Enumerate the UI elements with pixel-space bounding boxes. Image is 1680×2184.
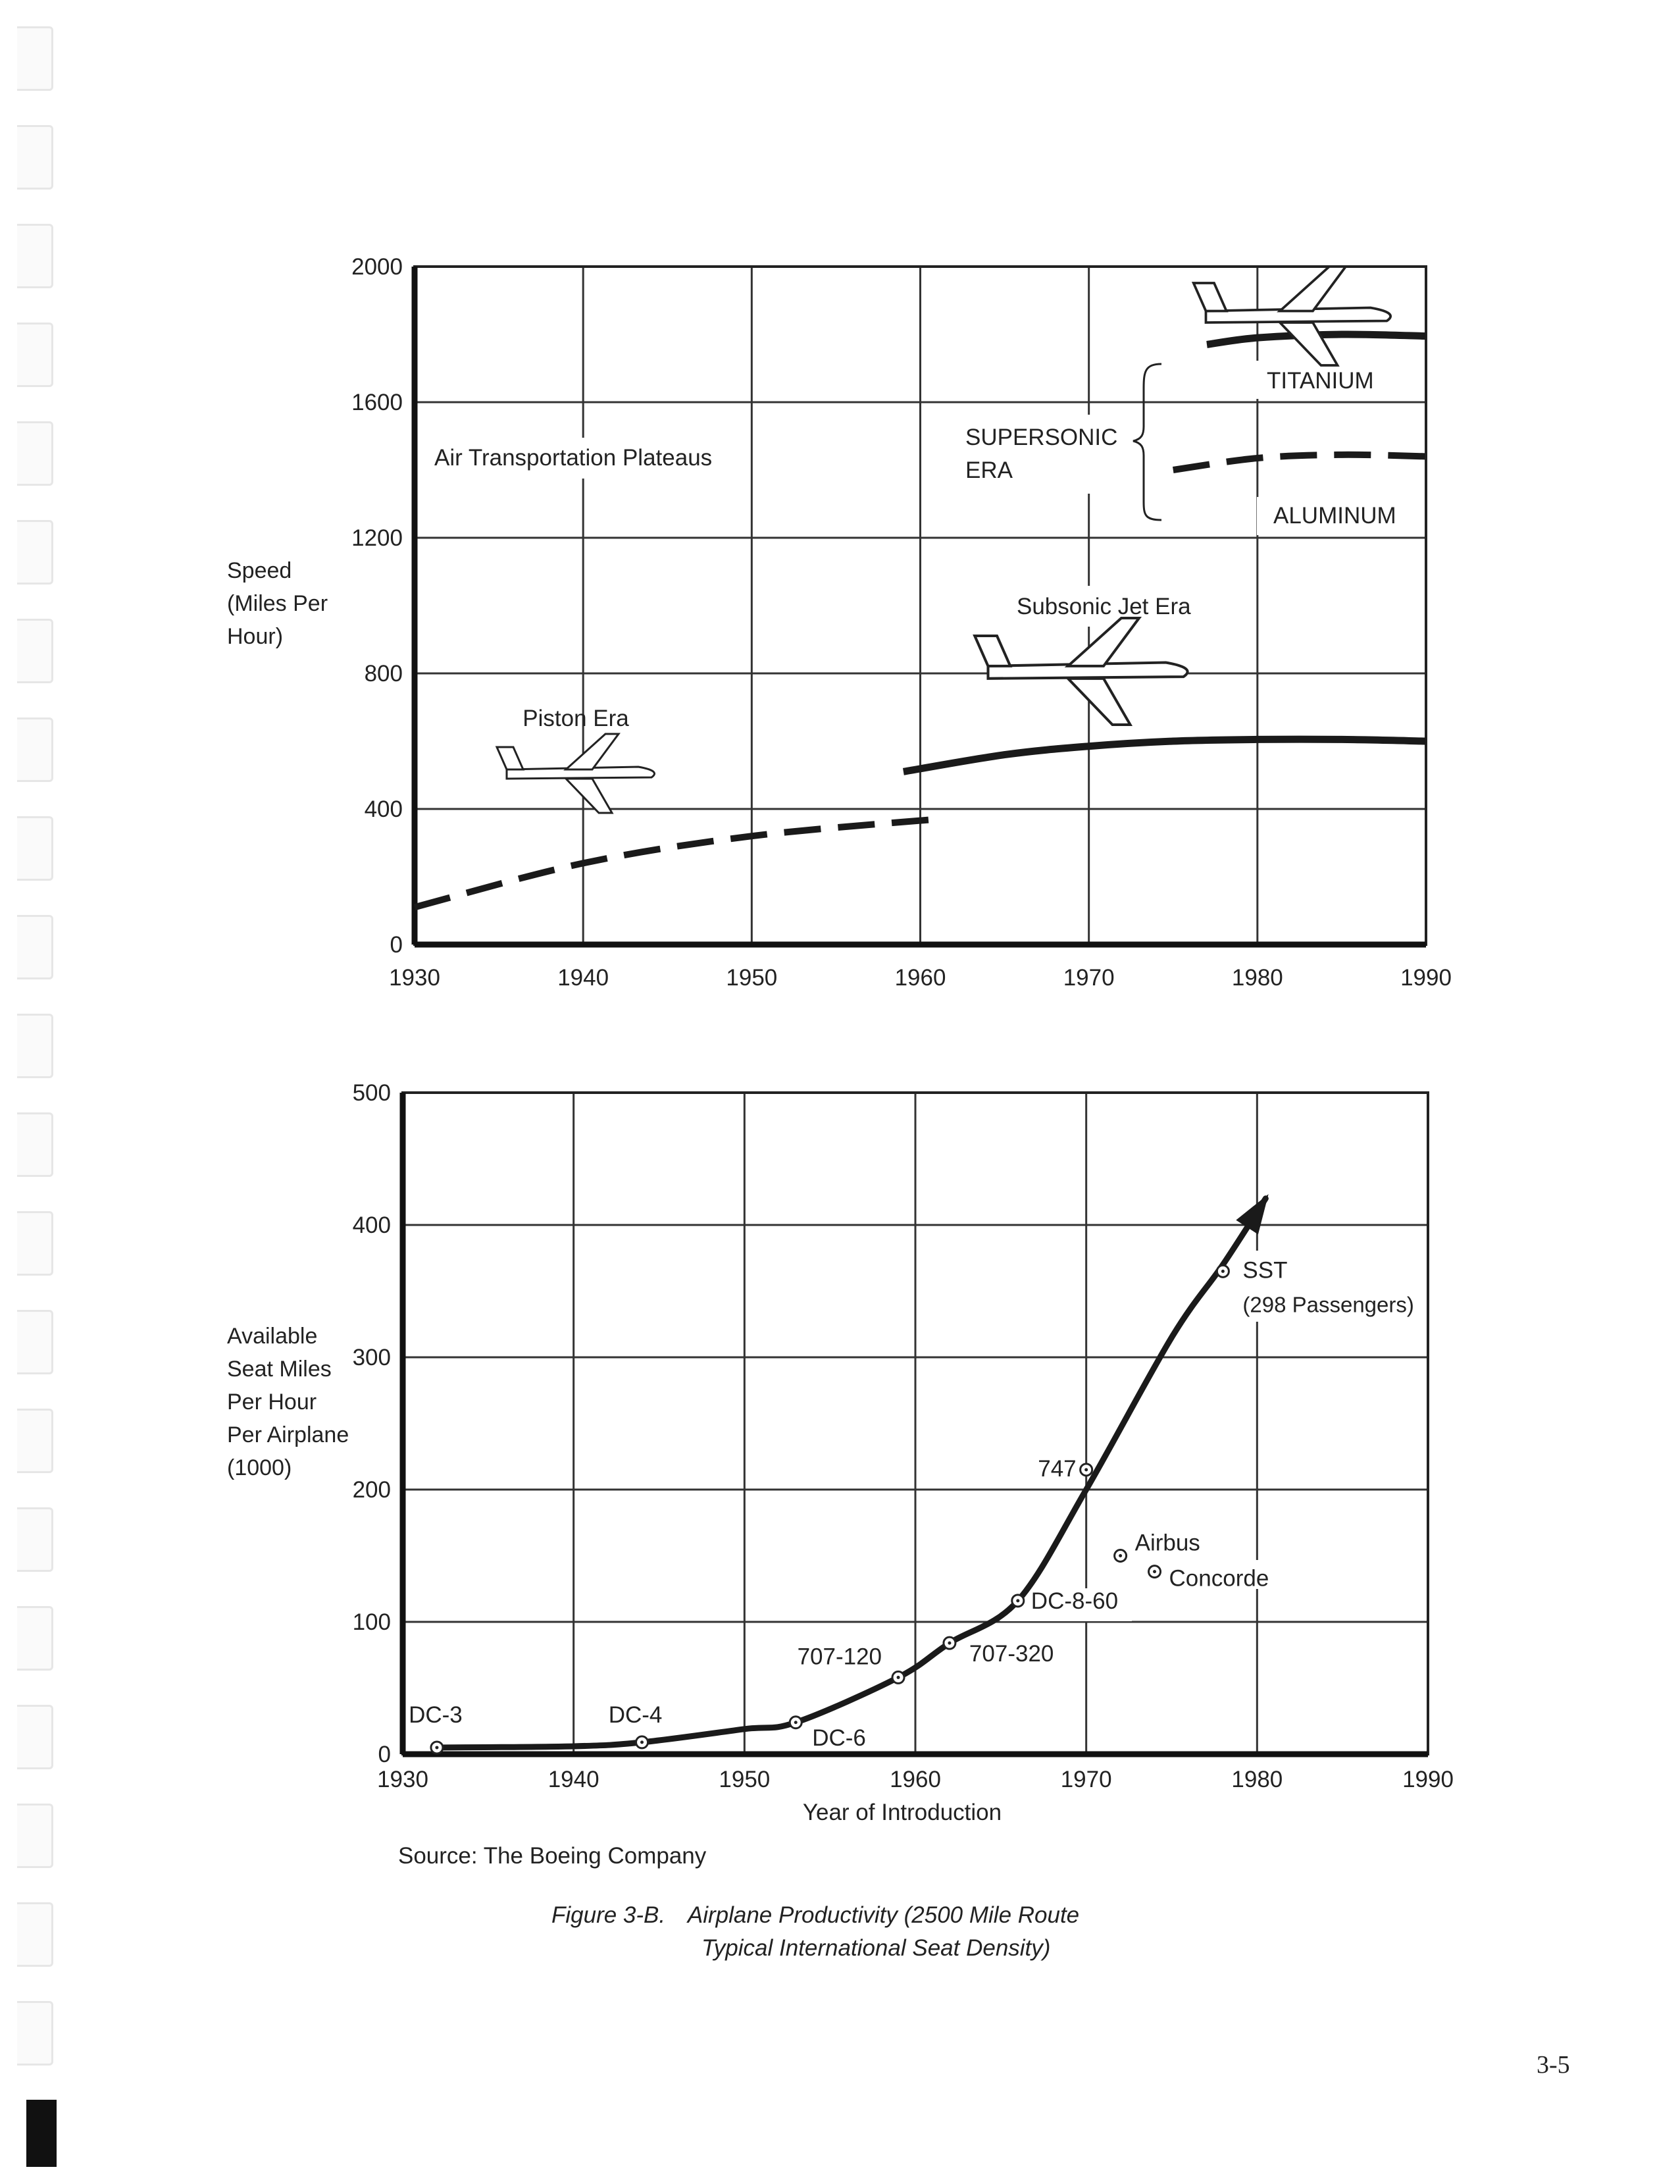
data-point-dot xyxy=(794,1721,798,1724)
y-tick-label: 2000 xyxy=(351,254,403,280)
plane-wing xyxy=(1280,323,1338,365)
supersonic-plane-icon xyxy=(1194,267,1390,365)
x-tick-label: 1980 xyxy=(1231,1767,1283,1792)
figure-caption xyxy=(551,1899,1079,1965)
data-point-label: 707-120 xyxy=(797,1644,882,1670)
x-tick-label: 1960 xyxy=(890,1767,941,1792)
x-tick-label: 1970 xyxy=(1063,965,1115,991)
speed-axis-label xyxy=(227,554,328,653)
x-tick-label: 1940 xyxy=(557,965,609,991)
speed-chart xyxy=(351,254,1452,991)
x-tick-label: 1990 xyxy=(1400,965,1452,991)
aluminum-label: ALUMINUM xyxy=(1273,503,1396,529)
plane-tail xyxy=(1194,283,1227,311)
page-number: 3-5 xyxy=(1537,2051,1570,2079)
supersonic-brace xyxy=(1133,364,1161,520)
data-point-dot xyxy=(640,1740,644,1744)
y-tick-label: 800 xyxy=(364,661,403,687)
data-point-dot xyxy=(897,1676,900,1679)
data-point-dot xyxy=(1016,1599,1019,1602)
data-point-dot xyxy=(948,1642,951,1645)
x-tick-label: 1990 xyxy=(1402,1767,1454,1792)
y-label-line: Per Hour xyxy=(227,1390,317,1415)
y-label-line: Available xyxy=(227,1324,318,1349)
y-label-line: Speed xyxy=(227,558,292,583)
x-tick-label: 1970 xyxy=(1060,1767,1112,1792)
seat-miles-axis-label xyxy=(227,1320,349,1484)
y-tick-label: 1600 xyxy=(351,390,403,415)
x-tick-label: 1950 xyxy=(719,1767,771,1792)
data-point-dot xyxy=(435,1746,438,1749)
data-point-label: DC-6 xyxy=(812,1725,866,1751)
y-tick-label: 300 xyxy=(352,1345,391,1370)
plane-tail xyxy=(975,636,1010,666)
y-tick-label: 400 xyxy=(352,1212,391,1238)
supersonic-label-2: ERA xyxy=(965,457,1013,483)
plateaus-label: Air Transportation Plateaus xyxy=(434,445,713,471)
source-note: Source: The Boeing Company xyxy=(398,1843,707,1869)
y-label-line: Per Airplane xyxy=(227,1422,349,1447)
speed-series-line-1 xyxy=(415,819,937,907)
plane-wing xyxy=(1068,679,1131,725)
piston-plane-icon xyxy=(497,734,655,813)
caption-line-1: Airplane Productivity (2500 Mile Route xyxy=(687,1902,1080,1928)
data-point-label: Concorde xyxy=(1169,1565,1269,1592)
productivity-chart xyxy=(353,1080,1454,1825)
data-point-label: 707-320 xyxy=(969,1641,1054,1667)
y-tick-label: 200 xyxy=(352,1477,391,1503)
speed-series-line-3 xyxy=(1173,455,1426,470)
data-point-dot xyxy=(1119,1554,1122,1557)
y-tick-label: 0 xyxy=(390,932,403,958)
x-tick-label: 1960 xyxy=(894,965,946,991)
y-tick-label: 500 xyxy=(352,1080,391,1106)
y-tick-label: 0 xyxy=(378,1742,391,1767)
data-point-label: DC-3 xyxy=(409,1702,463,1728)
plane-wing xyxy=(566,779,612,813)
sst-passengers-note: (298 Passengers) xyxy=(1242,1292,1414,1317)
plane-tail xyxy=(497,747,523,769)
plane-wing xyxy=(566,734,619,769)
caption-line-2: Typical International Seat Density) xyxy=(701,1935,1051,1961)
data-point-label: SST xyxy=(1242,1257,1288,1284)
y-label-line: Hour) xyxy=(227,624,284,649)
data-point-dot xyxy=(1084,1468,1088,1471)
x-tick-label: 1980 xyxy=(1231,965,1283,991)
y-tick-label: 100 xyxy=(352,1609,391,1635)
piston-era-label: Piston Era xyxy=(522,706,629,731)
subsonic-era-label: Subsonic Jet Era xyxy=(1017,594,1191,619)
x-tick-label: 1930 xyxy=(389,965,440,991)
data-point-label: DC-8-60 xyxy=(1031,1588,1119,1614)
x-tick-label: 1950 xyxy=(726,965,778,991)
x-axis-title: Year of Introduction xyxy=(802,1800,1002,1825)
y-label-line: (1000) xyxy=(227,1455,292,1480)
titanium-label: TITANIUM xyxy=(1267,368,1374,394)
y-label-line: Seat Miles xyxy=(227,1357,332,1382)
data-point-label: Airbus xyxy=(1134,1530,1200,1556)
y-label-line: (Miles Per xyxy=(227,591,328,616)
data-point-dot xyxy=(1221,1270,1225,1273)
y-tick-label: 400 xyxy=(364,796,403,822)
y-tick-label: 1200 xyxy=(351,525,403,551)
plane-wing xyxy=(1280,267,1346,311)
data-point-label: 747 xyxy=(1038,1455,1077,1482)
data-point-label: DC-4 xyxy=(608,1702,663,1728)
speed-series-line-2 xyxy=(904,739,1426,771)
trend-arrowhead xyxy=(1236,1194,1268,1234)
jet-plane-icon xyxy=(975,618,1187,725)
x-tick-label: 1940 xyxy=(547,1767,599,1792)
figure-label: Figure 3-B. xyxy=(551,1902,666,1928)
supersonic-label: SUPERSONIC xyxy=(965,425,1118,450)
data-point-dot xyxy=(1153,1570,1156,1573)
x-tick-label: 1930 xyxy=(377,1767,428,1792)
